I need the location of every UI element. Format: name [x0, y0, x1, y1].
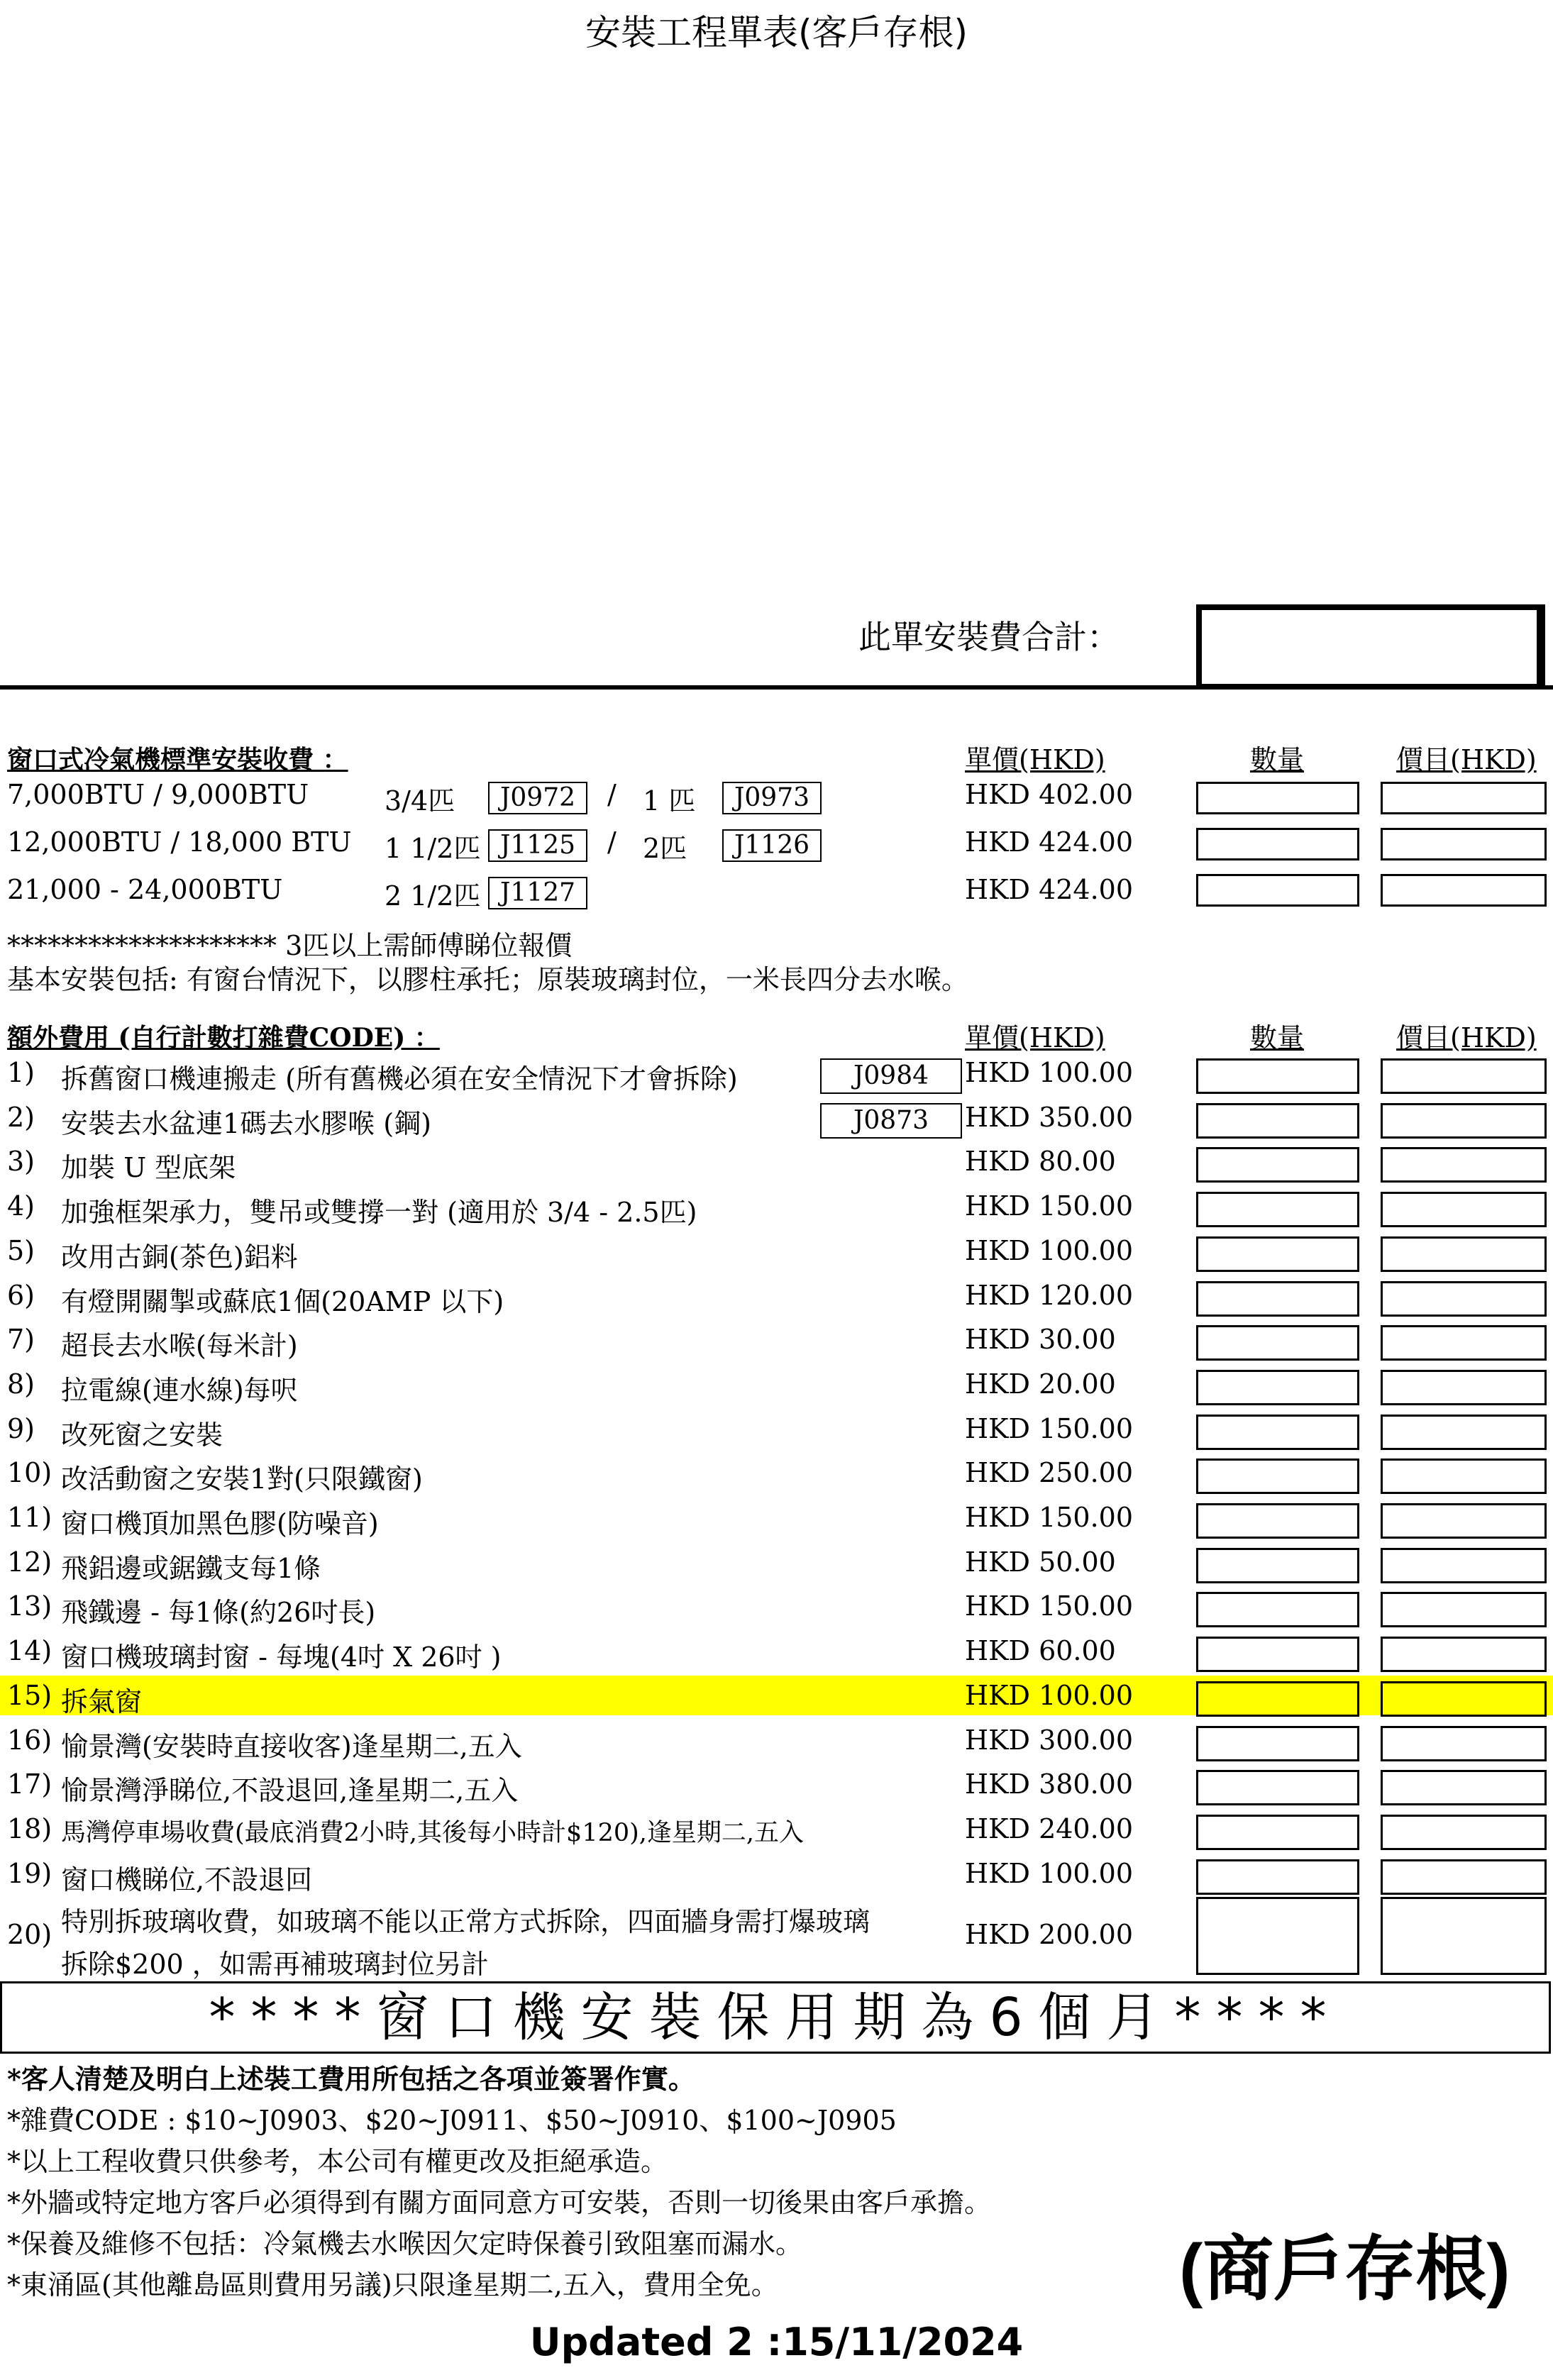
code-box: J0972 [488, 782, 587, 814]
price: HKD 120.00 [965, 1280, 1134, 1311]
qty-input[interactable] [1196, 828, 1359, 860]
amount-input[interactable] [1381, 1726, 1547, 1761]
price: HKD 380.00 [965, 1769, 1134, 1800]
qty-input[interactable] [1196, 1281, 1359, 1317]
qty-input[interactable] [1196, 1236, 1359, 1272]
amount-input[interactable] [1381, 1770, 1547, 1805]
code-box: J0873 [820, 1103, 962, 1139]
amount-input[interactable] [1381, 1503, 1547, 1539]
price: HKD 150.00 [965, 1190, 1134, 1222]
note-line: *以上工程收費只供參考，本公司有權更改及拒絕承造。 [7, 2146, 668, 2177]
row-number: 20) [7, 1919, 52, 1950]
price: HKD 150.00 [965, 1413, 1134, 1444]
price: HKD 300.00 [965, 1725, 1134, 1756]
price: HKD 100.00 [965, 1235, 1134, 1266]
qty-input[interactable] [1196, 1592, 1359, 1627]
code-box: J1126 [722, 829, 822, 862]
amount-input[interactable] [1381, 1592, 1547, 1627]
amount-input[interactable] [1381, 828, 1547, 860]
merchant-stub-label: (商戶存根) [1179, 2230, 1510, 2309]
amount-input[interactable] [1381, 1236, 1547, 1272]
row-number: 7) [7, 1324, 35, 1355]
price: HKD 424.00 [965, 874, 1134, 905]
qty-input[interactable] [1196, 1103, 1359, 1139]
row-number: 18) [7, 1813, 52, 1844]
qty-input[interactable] [1196, 1815, 1359, 1850]
row-description-line2: 拆除$200 ，如需再補玻璃封位另計 [61, 1949, 489, 1980]
amount-input[interactable] [1381, 1815, 1547, 1850]
amount-input[interactable] [1381, 782, 1547, 814]
price: HKD 402.00 [965, 779, 1134, 810]
amount-input[interactable] [1381, 1058, 1547, 1094]
amount-input[interactable] [1381, 1548, 1547, 1583]
row-number: 14) [7, 1635, 52, 1666]
amount-input[interactable] [1381, 1370, 1547, 1405]
row-number: 2) [7, 1102, 35, 1133]
code-box: J0984 [820, 1058, 962, 1094]
qty-input[interactable] [1196, 1370, 1359, 1405]
amount-input[interactable] [1381, 1897, 1547, 1975]
section2-col-price: 單價(HKD) [965, 1022, 1105, 1053]
section1-col-amount: 價目(HKD) [1396, 744, 1537, 775]
price: HKD 250.00 [965, 1457, 1134, 1488]
row-description-line1: 特別拆玻璃收費，如玻璃不能以正常方式拆除，四面牆身需打爆玻璃 [61, 1906, 871, 1937]
row-number: 1) [7, 1057, 35, 1088]
warranty-banner: ****窗口機安裝保用期為6個月**** [0, 1981, 1551, 2054]
separator: / [607, 779, 617, 810]
btu-label: 12,000BTU / 18,000 BTU [7, 826, 352, 858]
row-description: 加裝 U 型底架 [61, 1152, 236, 1183]
row-description: 安裝去水盆連1碼去水膠喉 (鋼) [61, 1108, 431, 1139]
amount-input[interactable] [1381, 1281, 1547, 1317]
row-description: 窗口機睇位,不設退回 [61, 1864, 313, 1895]
row-number: 6) [7, 1280, 35, 1311]
amount-input[interactable] [1381, 1103, 1547, 1139]
row-number: 5) [7, 1235, 35, 1266]
row-number: 3) [7, 1146, 35, 1177]
row-description: 拆舊窗口機連搬走 (所有舊機必須在安全情況下才會拆除) [61, 1063, 738, 1095]
qty-input[interactable] [1196, 782, 1359, 814]
row-number: 15) [7, 1680, 52, 1711]
amount-input[interactable] [1381, 1859, 1547, 1895]
amount-input[interactable] [1381, 1637, 1547, 1672]
row-number: 4) [7, 1190, 35, 1222]
row-description: 飛鋁邊或鋸鐵支每1條 [61, 1553, 321, 1584]
hp-label: 1 1/2匹 [385, 833, 481, 864]
row-description: 馬灣停車場收費(最底消費2小時,其後每小時計$120),逢星期二,五入 [61, 1819, 805, 1847]
row-number: 9) [7, 1413, 35, 1444]
row-description: 加強框架承力，雙吊或雙撐一對 (適用於 3/4 - 2.5匹) [61, 1197, 697, 1228]
price: HKD 20.00 [965, 1368, 1116, 1400]
hp-label: 1 匹 [643, 785, 696, 817]
price: HKD 80.00 [965, 1146, 1116, 1177]
qty-input[interactable] [1196, 1681, 1359, 1717]
section1-heading: 窗口式冷氣機標準安裝收費 ： [7, 745, 348, 775]
code-box: J0973 [722, 782, 822, 814]
separator: / [607, 826, 617, 858]
price: HKD 50.00 [965, 1546, 1116, 1578]
section2-heading: 額外費用 (自行計數打雜費CODE) ： [7, 1023, 440, 1053]
row-description: 拉電線(連水線)每呎 [61, 1375, 298, 1406]
row-number: 16) [7, 1725, 52, 1756]
hp-label: 2 1/2匹 [385, 880, 481, 912]
section1-col-qty: 數量 [1250, 744, 1305, 775]
total-divider [0, 685, 1553, 690]
qty-input[interactable] [1196, 1548, 1359, 1583]
hp-label: 2匹 [643, 833, 687, 864]
price: HKD 150.00 [965, 1502, 1134, 1533]
qty-input[interactable] [1196, 1637, 1359, 1672]
row-description: 改用古銅(茶色)鋁料 [61, 1241, 298, 1273]
note-line: *保養及維修不包括：冷氣機去水喉因欠定時保養引致阻塞而漏水。 [7, 2228, 803, 2259]
qty-input[interactable] [1196, 1859, 1359, 1895]
price: HKD 60.00 [965, 1635, 1116, 1666]
btu-label: 21,000 - 24,000BTU [7, 874, 283, 905]
section2-col-qty: 數量 [1250, 1022, 1305, 1053]
price: HKD 100.00 [965, 1858, 1134, 1889]
amount-input[interactable] [1381, 1459, 1547, 1494]
note-line: *東涌區(其他離島區則費用另議)只限逢星期二,五入，費用全免。 [7, 2269, 778, 2301]
amount-input[interactable] [1381, 1325, 1547, 1361]
amount-input[interactable] [1381, 1147, 1547, 1183]
row-description: 窗口機頂加黑色膠(防噪音) [61, 1508, 379, 1539]
qty-input[interactable] [1196, 1459, 1359, 1494]
price: HKD 350.00 [965, 1102, 1134, 1133]
row-description: 超長去水喉(每米計) [61, 1330, 298, 1361]
row-description: 飛鐵邊 - 每1條(約26吋長) [61, 1597, 376, 1628]
row-number: 8) [7, 1368, 35, 1400]
code-box: J1127 [488, 877, 587, 909]
price: HKD 30.00 [965, 1324, 1116, 1355]
amount-input[interactable] [1381, 1415, 1547, 1450]
price: HKD 100.00 [965, 1680, 1134, 1711]
page-title: 安裝工程單表(客戶存根) [585, 12, 968, 53]
row-number: 11) [7, 1502, 52, 1533]
qty-input[interactable] [1196, 1192, 1359, 1227]
row-number: 17) [7, 1769, 52, 1800]
price: HKD 200.00 [965, 1919, 1134, 1950]
row-number: 12) [7, 1546, 52, 1578]
row-number: 19) [7, 1858, 52, 1889]
note-line: *雜費CODE : $10~J0903、$20~J0911、$50~J0910、$100~J0905 [7, 2105, 897, 2136]
qty-input[interactable] [1196, 1147, 1359, 1183]
note-line: *外牆或特定地方客戶必須得到有關方面同意方可安裝，否則一切後果由客戶承擔。 [7, 2187, 992, 2218]
row-number: 10) [7, 1457, 52, 1488]
row-description: 改死窗之安裝 [61, 1419, 223, 1451]
qty-input[interactable] [1196, 874, 1359, 907]
qty-input[interactable] [1196, 1503, 1359, 1539]
btu-label: 7,000BTU / 9,000BTU [7, 779, 309, 810]
qty-input[interactable] [1196, 1770, 1359, 1805]
price: HKD 424.00 [965, 826, 1134, 858]
amount-input[interactable] [1381, 1681, 1547, 1717]
qty-input[interactable] [1196, 1726, 1359, 1761]
section1-col-price: 單價(HKD) [965, 744, 1105, 775]
row-description: 有燈開關掣或蘇底1個(20AMP 以下) [61, 1286, 504, 1317]
updated-date: Updated 2 :15/11/2024 [529, 2320, 1024, 2364]
total-amount-box[interactable] [1196, 604, 1545, 690]
price: HKD 150.00 [965, 1590, 1134, 1622]
section1-note-basic: 基本安裝包括: 有窗台情況下，以膠柱承托；原裝玻璃封位，一米長四分去水喉。 [7, 964, 968, 995]
qty-input[interactable] [1196, 1058, 1359, 1094]
section1-note-quote: ******************** 3匹以上需師傅睇位報價 [7, 930, 573, 961]
row-description: 拆氣窗 [61, 1686, 143, 1717]
total-label: 此單安裝費合計： [858, 618, 1120, 656]
qty-input[interactable] [1196, 1897, 1359, 1975]
section2-col-amount: 價目(HKD) [1396, 1022, 1537, 1053]
amount-input[interactable] [1381, 874, 1547, 907]
row-description: 改活動窗之安裝1對(只限鐵窗) [61, 1463, 423, 1495]
price: HKD 100.00 [965, 1057, 1134, 1088]
row-description: 愉景灣淨睇位,不設退回,逢星期二,五入 [61, 1775, 519, 1806]
qty-input[interactable] [1196, 1415, 1359, 1450]
code-box: J1125 [488, 829, 587, 862]
qty-input[interactable] [1196, 1325, 1359, 1361]
price: HKD 240.00 [965, 1813, 1134, 1844]
hp-label: 3/4匹 [385, 785, 455, 817]
row-description: 窗口機玻璃封窗 - 每塊(4吋 X 26吋 ) [61, 1642, 502, 1673]
row-description: 愉景灣(安裝時直接收客)逢星期二,五入 [61, 1731, 522, 1762]
note-line: *客人清楚及明白上述裝工費用所包括之各項並簽署作實。 [7, 2063, 695, 2095]
row-number: 13) [7, 1590, 52, 1622]
amount-input[interactable] [1381, 1192, 1547, 1227]
